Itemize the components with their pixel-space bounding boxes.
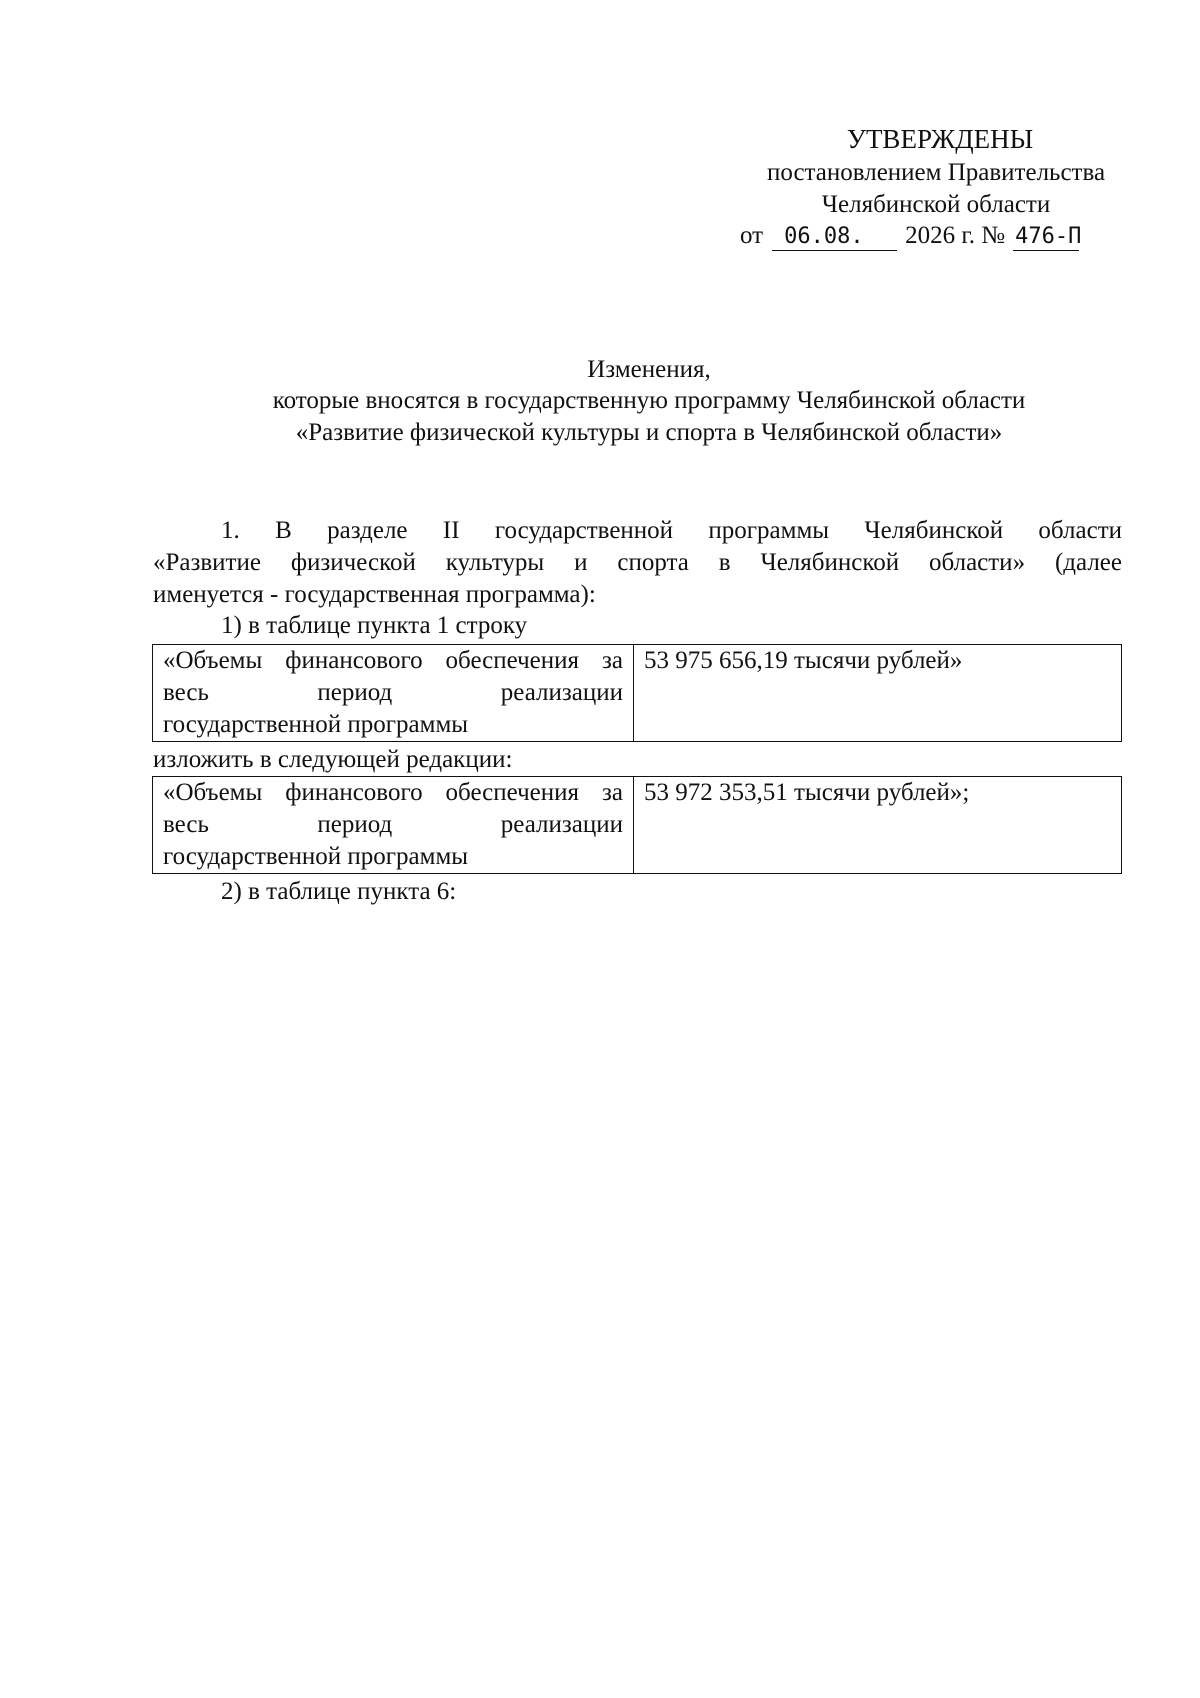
table-old-row: [152, 644, 1122, 742]
paragraph-1-line-1: 1. В разделе II государственной программы Челябинской области: [221, 517, 1122, 544]
paragraph-1-line-3: именуется - государственная программа):: [153, 581, 596, 608]
table-new-row: [152, 776, 1122, 874]
table-row: [153, 645, 1122, 742]
table-label-cell: [153, 777, 634, 874]
item-1: 1) в таблице пункта 1 строку: [221, 612, 528, 639]
approval-line-2: Челябинской области: [821, 191, 1051, 218]
heading-line-3: «Развитие физической культуры и спорта в Челябинской области»: [295, 419, 1003, 446]
date-field: 06.08.: [772, 224, 897, 251]
paragraph-1-line-2: «Развитие физической культуры и спорта в Челябинской области» (далее: [153, 549, 1122, 576]
table-label-line-1: «Объемы финансового обеспечения за: [163, 647, 623, 674]
approval-line-1: постановлением Правительства: [766, 159, 1106, 186]
table-label-line-2: весь период реализации: [163, 811, 623, 838]
number-field: 476-П: [1015, 224, 1082, 249]
heading-line-2: которые вносятся в государственную программу Челябинской области: [272, 387, 1026, 414]
table-label-cell: [153, 645, 634, 742]
item-2: 2) в таблице пункта 6:: [221, 878, 457, 905]
approval-date-row: [740, 221, 1082, 251]
table-label-line-2: весь период реализации: [163, 679, 623, 706]
table-label-line-3: государственной программы: [163, 843, 469, 870]
date-prefix: от: [740, 222, 764, 249]
year-text: 2026 г. №: [905, 222, 1006, 249]
heading-line-1: Изменения,: [587, 356, 711, 383]
approval-title: УТВЕРЖДЕНЫ: [846, 124, 1034, 154]
restate-line: изложить в следующей редакции:: [153, 746, 513, 773]
table-label-line-1: «Объемы финансового обеспечения за: [163, 779, 623, 806]
table-value-cell: 53 972 353,51 тысячи рублей»;: [634, 777, 1122, 874]
table-row: [153, 777, 1122, 874]
table-value-cell: 53 975 656,19 тысячи рублей»: [634, 645, 1122, 742]
table-label-line-3: государственной программы: [163, 711, 469, 738]
